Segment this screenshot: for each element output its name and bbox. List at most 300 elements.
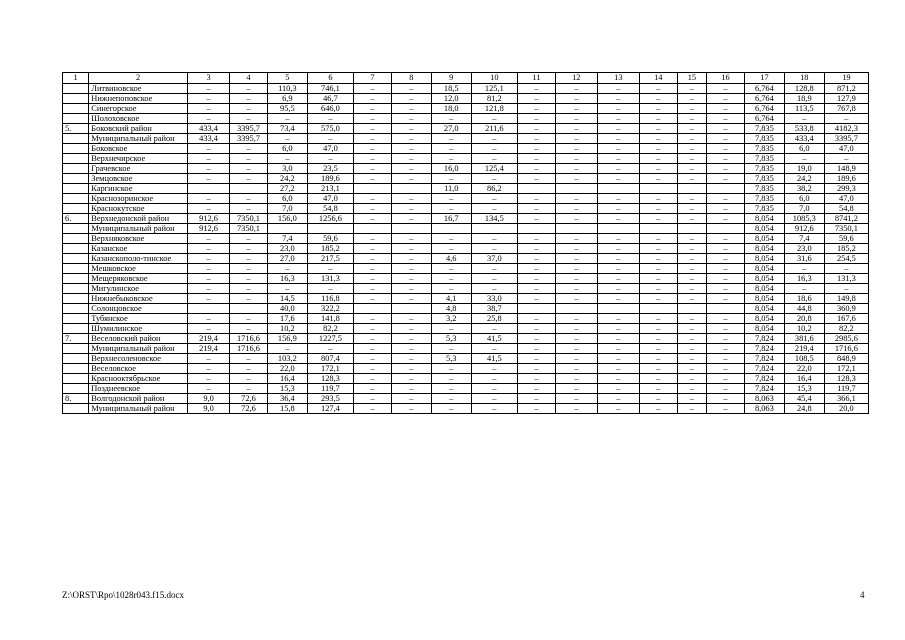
value-cell: – — [555, 114, 597, 124]
table-row — [63, 244, 869, 254]
value-cell: 7,835 — [744, 194, 784, 204]
value-cell: – — [431, 144, 471, 154]
value-cell: 8,063 — [744, 394, 784, 404]
value-cell: – — [555, 94, 597, 104]
row-number-cell — [63, 164, 89, 174]
value-cell: – — [597, 334, 639, 344]
row-number-cell — [63, 264, 89, 274]
value-cell: – — [597, 214, 639, 224]
row-number-cell — [63, 294, 89, 304]
value-cell: 767,8 — [824, 104, 868, 114]
district-name-cell: Каргинское — [89, 184, 188, 194]
district-name-cell: Волгодонской район — [89, 394, 188, 404]
value-cell: – — [391, 264, 431, 274]
value-cell: 7,824 — [744, 384, 784, 394]
value-cell: – — [677, 204, 706, 214]
value-cell — [188, 184, 230, 194]
value-cell: – — [639, 404, 677, 414]
value-cell: – — [471, 114, 517, 124]
value-cell: – — [431, 154, 471, 164]
value-cell: – — [188, 114, 230, 124]
table-body — [63, 84, 869, 414]
value-cell: – — [555, 204, 597, 214]
row-number-cell — [63, 254, 89, 264]
value-cell: – — [391, 364, 431, 374]
value-cell: – — [431, 234, 471, 244]
value-cell: – — [707, 94, 745, 104]
value-cell: – — [555, 244, 597, 254]
value-cell: 38,7 — [471, 304, 517, 314]
value-cell: – — [707, 314, 745, 324]
value-cell: – — [707, 334, 745, 344]
table-row — [63, 274, 869, 284]
value-cell: – — [784, 284, 824, 294]
value-cell: 72,6 — [230, 394, 268, 404]
row-number-cell — [63, 354, 89, 364]
value-cell: 125,4 — [471, 164, 517, 174]
value-cell: – — [639, 94, 677, 104]
value-cell: – — [707, 384, 745, 394]
value-cell: 8,054 — [744, 294, 784, 304]
value-cell — [230, 184, 268, 194]
value-cell: – — [677, 174, 706, 184]
value-cell: – — [188, 84, 230, 94]
value-cell: 116,8 — [307, 294, 353, 304]
value-cell: – — [677, 94, 706, 104]
value-cell: 128,3 — [307, 374, 353, 384]
value-cell: 6,9 — [267, 94, 307, 104]
value-cell: 23,0 — [267, 244, 307, 254]
value-cell: – — [391, 234, 431, 244]
value-cell: – — [431, 284, 471, 294]
value-cell: – — [707, 294, 745, 304]
value-cell: 24,2 — [784, 174, 824, 184]
row-number-cell: 8. — [63, 394, 89, 404]
value-cell: 9,0 — [188, 404, 230, 414]
value-cell: 1256,6 — [307, 214, 353, 224]
value-cell: – — [555, 394, 597, 404]
value-cell — [354, 184, 392, 194]
value-cell: – — [517, 254, 555, 264]
value-cell: 185,2 — [307, 244, 353, 254]
value-cell: – — [707, 234, 745, 244]
table-row — [63, 404, 869, 414]
value-cell: – — [391, 324, 431, 334]
value-cell: 8,054 — [744, 304, 784, 314]
value-cell: – — [471, 154, 517, 164]
value-cell: – — [391, 174, 431, 184]
value-cell: – — [230, 164, 268, 174]
table-row — [63, 134, 869, 144]
value-cell: – — [707, 264, 745, 274]
value-cell: – — [639, 84, 677, 94]
district-name-cell: Шолоховское — [89, 114, 188, 124]
table-row — [63, 184, 869, 194]
value-cell: 156,9 — [267, 334, 307, 344]
value-cell: 8,054 — [744, 234, 784, 244]
district-name-cell: Боковское — [89, 144, 188, 154]
table-row — [63, 354, 869, 364]
footer-file-path: Z:\ORST\Rpo\1028r043.f15.docx — [62, 590, 184, 600]
header-cell: 4 — [230, 73, 268, 84]
value-cell: – — [431, 264, 471, 274]
value-cell: 156,0 — [267, 214, 307, 224]
table-row — [63, 94, 869, 104]
value-cell: – — [639, 104, 677, 114]
value-cell: 575,0 — [307, 124, 353, 134]
table-row — [63, 324, 869, 334]
value-cell: 533,8 — [784, 124, 824, 134]
value-cell — [517, 224, 555, 234]
district-name-cell: Мешковское — [89, 264, 188, 274]
value-cell: – — [188, 264, 230, 274]
table-row — [63, 364, 869, 374]
value-cell: – — [639, 244, 677, 254]
value-cell: – — [354, 104, 392, 114]
value-cell: – — [517, 214, 555, 224]
value-cell: – — [354, 384, 392, 394]
value-cell: 7,824 — [744, 354, 784, 364]
value-cell: – — [431, 194, 471, 204]
value-cell: – — [517, 244, 555, 254]
value-cell: – — [597, 144, 639, 154]
value-cell: – — [188, 324, 230, 334]
value-cell — [555, 184, 597, 194]
value-cell: – — [555, 314, 597, 324]
value-cell: – — [188, 354, 230, 364]
value-cell: 81,2 — [471, 94, 517, 104]
value-cell — [677, 304, 706, 314]
value-cell — [391, 184, 431, 194]
table-row — [63, 174, 869, 184]
row-number-cell — [63, 384, 89, 394]
value-cell — [517, 184, 555, 194]
value-cell: – — [354, 144, 392, 154]
value-cell: 807,4 — [307, 354, 353, 364]
district-name-cell: Боковский район — [89, 124, 188, 134]
value-cell: – — [707, 244, 745, 254]
value-cell: 12,0 — [431, 94, 471, 104]
value-cell: – — [597, 134, 639, 144]
value-cell: 7,824 — [744, 334, 784, 344]
value-cell: – — [707, 174, 745, 184]
value-cell: 95,5 — [267, 104, 307, 114]
value-cell: – — [639, 124, 677, 134]
value-cell: – — [307, 344, 353, 354]
value-cell: – — [431, 134, 471, 144]
header-cell: 17 — [744, 73, 784, 84]
value-cell: 16,3 — [784, 274, 824, 284]
value-cell: – — [471, 174, 517, 184]
value-cell: – — [391, 204, 431, 214]
value-cell: 15,3 — [784, 384, 824, 394]
value-cell: – — [707, 284, 745, 294]
value-cell: – — [555, 104, 597, 114]
value-cell: 47,0 — [307, 194, 353, 204]
row-number-cell — [63, 134, 89, 144]
value-cell: – — [230, 194, 268, 204]
value-cell: – — [517, 374, 555, 384]
value-cell: – — [707, 274, 745, 284]
value-cell: 6,0 — [267, 194, 307, 204]
value-cell — [354, 224, 392, 234]
value-cell: – — [597, 314, 639, 324]
value-cell: – — [354, 84, 392, 94]
value-cell — [677, 224, 706, 234]
value-cell: – — [267, 154, 307, 164]
value-cell: – — [555, 194, 597, 204]
value-cell: 219,4 — [784, 344, 824, 354]
value-cell: – — [517, 134, 555, 144]
table-row — [63, 164, 869, 174]
value-cell — [597, 224, 639, 234]
value-cell: – — [471, 324, 517, 334]
value-cell: – — [267, 134, 307, 144]
value-cell: 1227,5 — [307, 334, 353, 344]
row-number-cell — [63, 244, 89, 254]
value-cell: – — [307, 284, 353, 294]
value-cell: – — [517, 404, 555, 414]
value-cell: – — [707, 364, 745, 374]
value-cell: – — [431, 204, 471, 214]
value-cell: – — [707, 214, 745, 224]
value-cell: 219,4 — [188, 334, 230, 344]
value-cell: – — [784, 154, 824, 164]
value-cell: 8,054 — [744, 284, 784, 294]
value-cell: 141,8 — [307, 314, 353, 324]
value-cell: – — [707, 204, 745, 214]
value-cell: – — [471, 384, 517, 394]
value-cell: – — [354, 214, 392, 224]
table-header — [63, 73, 869, 84]
value-cell: – — [391, 94, 431, 104]
value-cell: – — [555, 214, 597, 224]
table-row — [63, 294, 869, 304]
value-cell: 17,6 — [267, 314, 307, 324]
row-number-cell — [63, 184, 89, 194]
value-cell: – — [230, 374, 268, 384]
value-cell: 4182,3 — [824, 124, 868, 134]
value-cell: – — [517, 344, 555, 354]
table-row — [63, 104, 869, 114]
value-cell: 6,764 — [744, 84, 784, 94]
value-cell: 6,764 — [744, 104, 784, 114]
district-name-cell: Солонцовское — [89, 304, 188, 314]
value-cell: – — [517, 104, 555, 114]
value-cell: – — [555, 164, 597, 174]
value-cell: – — [354, 394, 392, 404]
value-cell: – — [188, 254, 230, 264]
value-cell: – — [639, 294, 677, 304]
value-cell: – — [267, 264, 307, 274]
value-cell: – — [391, 124, 431, 134]
value-cell — [707, 184, 745, 194]
header-row — [63, 73, 869, 84]
value-cell: – — [188, 314, 230, 324]
value-cell: – — [471, 364, 517, 374]
value-cell: – — [677, 264, 706, 274]
row-number-cell — [63, 364, 89, 374]
header-cell: 13 — [597, 73, 639, 84]
header-cell: 1 — [63, 73, 89, 84]
value-cell — [188, 304, 230, 314]
value-cell: – — [677, 364, 706, 374]
value-cell: 1716,6 — [230, 334, 268, 344]
table-row — [63, 384, 869, 394]
value-cell: 59,6 — [824, 234, 868, 244]
value-cell: 103,2 — [267, 354, 307, 364]
table-row — [63, 344, 869, 354]
value-cell: 4,1 — [431, 294, 471, 304]
value-cell: 23,5 — [307, 164, 353, 174]
value-cell: 125,1 — [471, 84, 517, 94]
value-cell: – — [391, 114, 431, 124]
value-cell: – — [230, 154, 268, 164]
value-cell: – — [188, 144, 230, 154]
value-cell: – — [517, 284, 555, 294]
value-cell: 912,6 — [188, 214, 230, 224]
value-cell: 127,4 — [307, 404, 353, 414]
value-cell: – — [471, 274, 517, 284]
value-cell: – — [354, 164, 392, 174]
district-name-cell: Позднеевское — [89, 384, 188, 394]
value-cell: – — [391, 274, 431, 284]
table-row — [63, 334, 869, 344]
value-cell: – — [230, 354, 268, 364]
value-cell: – — [639, 334, 677, 344]
value-cell: 219,4 — [188, 344, 230, 354]
value-cell: 19,0 — [784, 164, 824, 174]
value-cell: – — [597, 274, 639, 284]
value-cell: – — [354, 154, 392, 164]
value-cell: – — [555, 384, 597, 394]
value-cell: – — [639, 384, 677, 394]
value-cell: – — [517, 364, 555, 374]
district-name-cell: Веселовский район — [89, 334, 188, 344]
value-cell: – — [597, 364, 639, 374]
value-cell: 119,7 — [824, 384, 868, 394]
value-cell: – — [597, 294, 639, 304]
value-cell: 110,3 — [267, 84, 307, 94]
value-cell — [354, 304, 392, 314]
value-cell: – — [517, 314, 555, 324]
value-cell: 213,1 — [307, 184, 353, 194]
value-cell: – — [555, 374, 597, 384]
value-cell: 6,764 — [744, 94, 784, 104]
value-cell: – — [230, 244, 268, 254]
value-cell — [597, 184, 639, 194]
value-cell: 82,2 — [307, 324, 353, 334]
value-cell: – — [188, 204, 230, 214]
table-row — [63, 314, 869, 324]
value-cell: 24,8 — [784, 404, 824, 414]
row-number-cell — [63, 284, 89, 294]
value-cell: – — [707, 144, 745, 154]
value-cell: – — [555, 324, 597, 334]
value-cell: – — [677, 254, 706, 264]
value-cell: – — [707, 194, 745, 204]
value-cell: – — [188, 244, 230, 254]
value-cell: 18,0 — [431, 104, 471, 114]
value-cell: – — [677, 384, 706, 394]
value-cell: – — [354, 194, 392, 204]
value-cell: 254,5 — [824, 254, 868, 264]
header-cell: 2 — [89, 73, 188, 84]
value-cell: 45,4 — [784, 394, 824, 404]
value-cell: 134,5 — [471, 214, 517, 224]
row-number-cell — [63, 174, 89, 184]
value-cell: – — [639, 204, 677, 214]
value-cell: 7,835 — [744, 174, 784, 184]
value-cell: 18,9 — [784, 94, 824, 104]
value-cell: 121,8 — [471, 104, 517, 114]
value-cell: 44,8 — [784, 304, 824, 314]
table-row — [63, 214, 869, 224]
value-cell: – — [391, 244, 431, 254]
value-cell: – — [639, 394, 677, 404]
value-cell: 167,6 — [824, 314, 868, 324]
value-cell: 38,2 — [784, 184, 824, 194]
value-cell: – — [391, 314, 431, 324]
value-cell: – — [707, 124, 745, 134]
value-cell: – — [597, 244, 639, 254]
value-cell: 217,5 — [307, 254, 353, 264]
district-name-cell: Мещеряковское — [89, 274, 188, 284]
value-cell: – — [597, 354, 639, 364]
header-cell: 12 — [555, 73, 597, 84]
district-name-cell: Мигулинское — [89, 284, 188, 294]
value-cell: – — [431, 394, 471, 404]
value-cell — [707, 304, 745, 314]
value-cell: 59,6 — [307, 234, 353, 244]
value-cell: 6,0 — [784, 194, 824, 204]
value-cell: – — [677, 124, 706, 134]
row-number-cell — [63, 194, 89, 204]
row-number-cell — [63, 344, 89, 354]
value-cell: – — [354, 364, 392, 374]
value-cell: 27,0 — [267, 254, 307, 264]
value-cell: 8,054 — [744, 324, 784, 334]
value-cell: – — [784, 264, 824, 274]
district-name-cell: Верхняковское — [89, 234, 188, 244]
value-cell: – — [230, 274, 268, 284]
value-cell: – — [230, 254, 268, 264]
value-cell: – — [639, 264, 677, 274]
value-cell: – — [517, 114, 555, 124]
row-number-cell: 5. — [63, 124, 89, 134]
value-cell: – — [188, 194, 230, 204]
value-cell: – — [639, 324, 677, 334]
value-cell: 6,0 — [267, 144, 307, 154]
value-cell: 871,2 — [824, 84, 868, 94]
value-cell: 128,3 — [824, 374, 868, 384]
value-cell: – — [597, 264, 639, 274]
value-cell: – — [230, 144, 268, 154]
value-cell: 3395,7 — [230, 134, 268, 144]
row-number-cell — [63, 84, 89, 94]
value-cell: 47,0 — [824, 144, 868, 154]
value-cell: – — [391, 134, 431, 144]
value-cell: – — [555, 344, 597, 354]
value-cell — [471, 224, 517, 234]
value-cell: – — [267, 114, 307, 124]
value-cell: – — [517, 84, 555, 94]
value-cell: 3395,7 — [824, 134, 868, 144]
value-cell: 15,3 — [267, 384, 307, 394]
row-number-cell — [63, 224, 89, 234]
row-number-cell — [63, 404, 89, 414]
value-cell: – — [471, 264, 517, 274]
